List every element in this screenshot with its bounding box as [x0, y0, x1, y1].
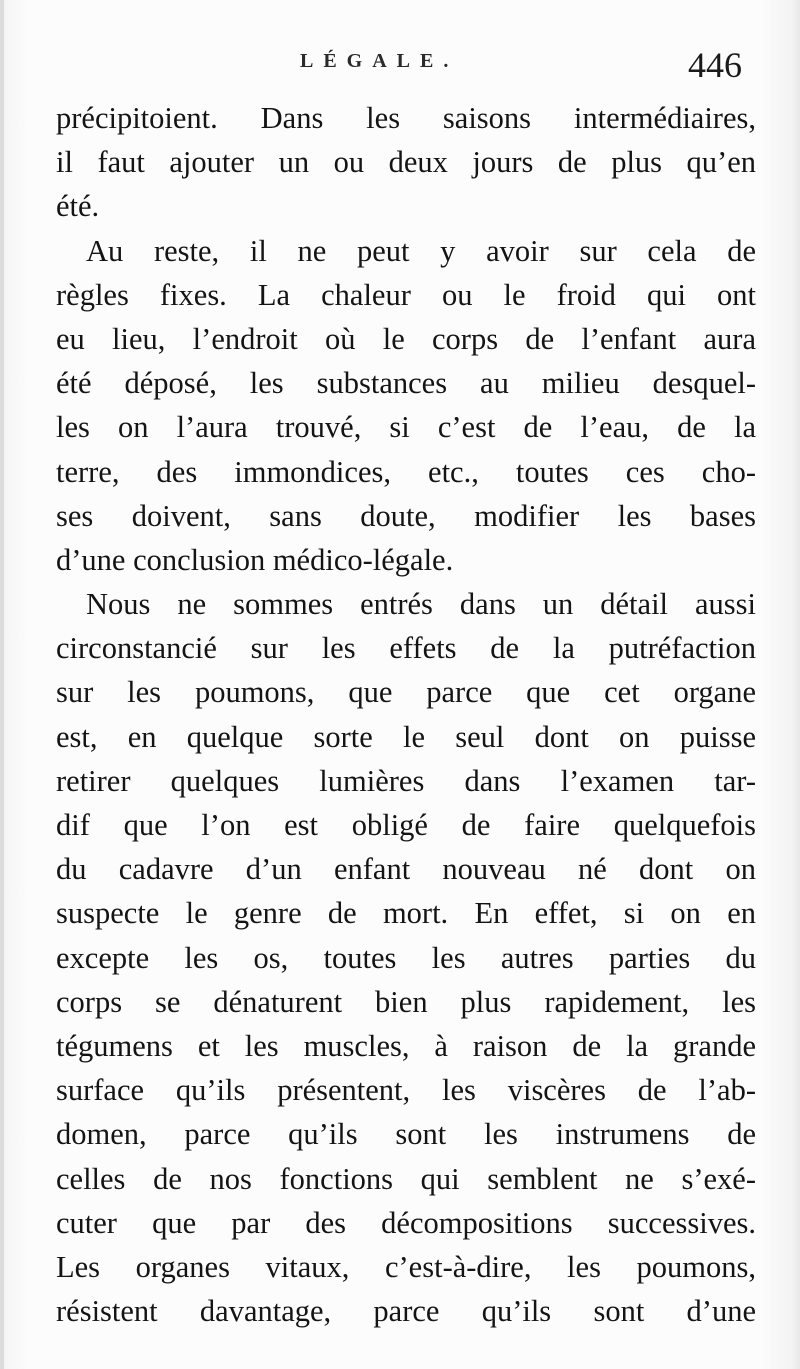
text-line: du cadavre d’un enfant nouveau né dont on: [56, 852, 756, 887]
paragraph-start-line: Nous ne sommes entrés dans un détail aussi: [86, 587, 756, 622]
text-line: été déposé, les substances au milieu desquel-: [56, 366, 756, 401]
text-line: terre, des immondices, etc., toutes ces cho-: [56, 454, 756, 489]
text-line: domen, parce qu’ils sont les instrumens de: [56, 1117, 756, 1152]
text-line: est, en quelque sorte le seul dont on puisse: [56, 719, 756, 754]
text-line: les on l’aura trouvé, si c’est de l’eau, de la: [56, 410, 756, 445]
text-line: été.: [56, 189, 100, 224]
text-line: précipitoient. Dans les saisons intermédiaires,: [56, 101, 756, 135]
text-line: cuter que par des décompositions successives.: [56, 1205, 756, 1240]
page-number: 446: [688, 45, 742, 85]
text-line: surface qu’ils présentent, les viscères de l’ab-: [56, 1073, 756, 1108]
text-line: circonstancié sur les effets de la putréfaction: [56, 631, 756, 666]
body-text: [56, 96, 756, 1333]
text-line: retirer quelques lumières dans l’examen tar-: [56, 763, 756, 798]
page-header: [0, 44, 800, 84]
text-line: excepte les os, toutes les autres parties du: [56, 940, 756, 975]
text-line: d’une conclusion médico-légale.: [56, 542, 454, 577]
text-line: dif que l’on est obligé de faire quelquefois: [56, 808, 756, 842]
text-line: Les organes vitaux, c’est-à-dire, les poumons,: [56, 1249, 756, 1284]
text-line: résistent davantage, parce qu’ils sont d’une: [56, 1294, 756, 1329]
text-line: sur les poumons, que parce que cet organe: [56, 675, 756, 710]
text-line: suspecte le genre de mort. En effet, si on en: [56, 896, 756, 931]
running-head: LÉGALE.: [300, 50, 459, 72]
text-line: règles fixes. La chaleur ou le froid qui ont: [56, 277, 756, 312]
page-edge: [0, 0, 4, 1369]
text-line: celles de nos fonctions qui semblent ne s’exé-: [56, 1161, 756, 1196]
text-line: ses doivent, sans doute, modifier les bases: [56, 498, 756, 533]
paragraph-start-line: Au reste, il ne peut y avoir sur cela de: [86, 233, 756, 268]
text-line: il faut ajouter un ou deux jours de plus qu’en: [56, 145, 756, 180]
text-line: corps se dénaturent bien plus rapidement, les: [56, 984, 756, 1019]
text-line: eu lieu, l’endroit où le corps de l’enfant aura: [56, 321, 756, 356]
text-line: tégumens et les muscles, à raison de la grande: [56, 1028, 756, 1063]
